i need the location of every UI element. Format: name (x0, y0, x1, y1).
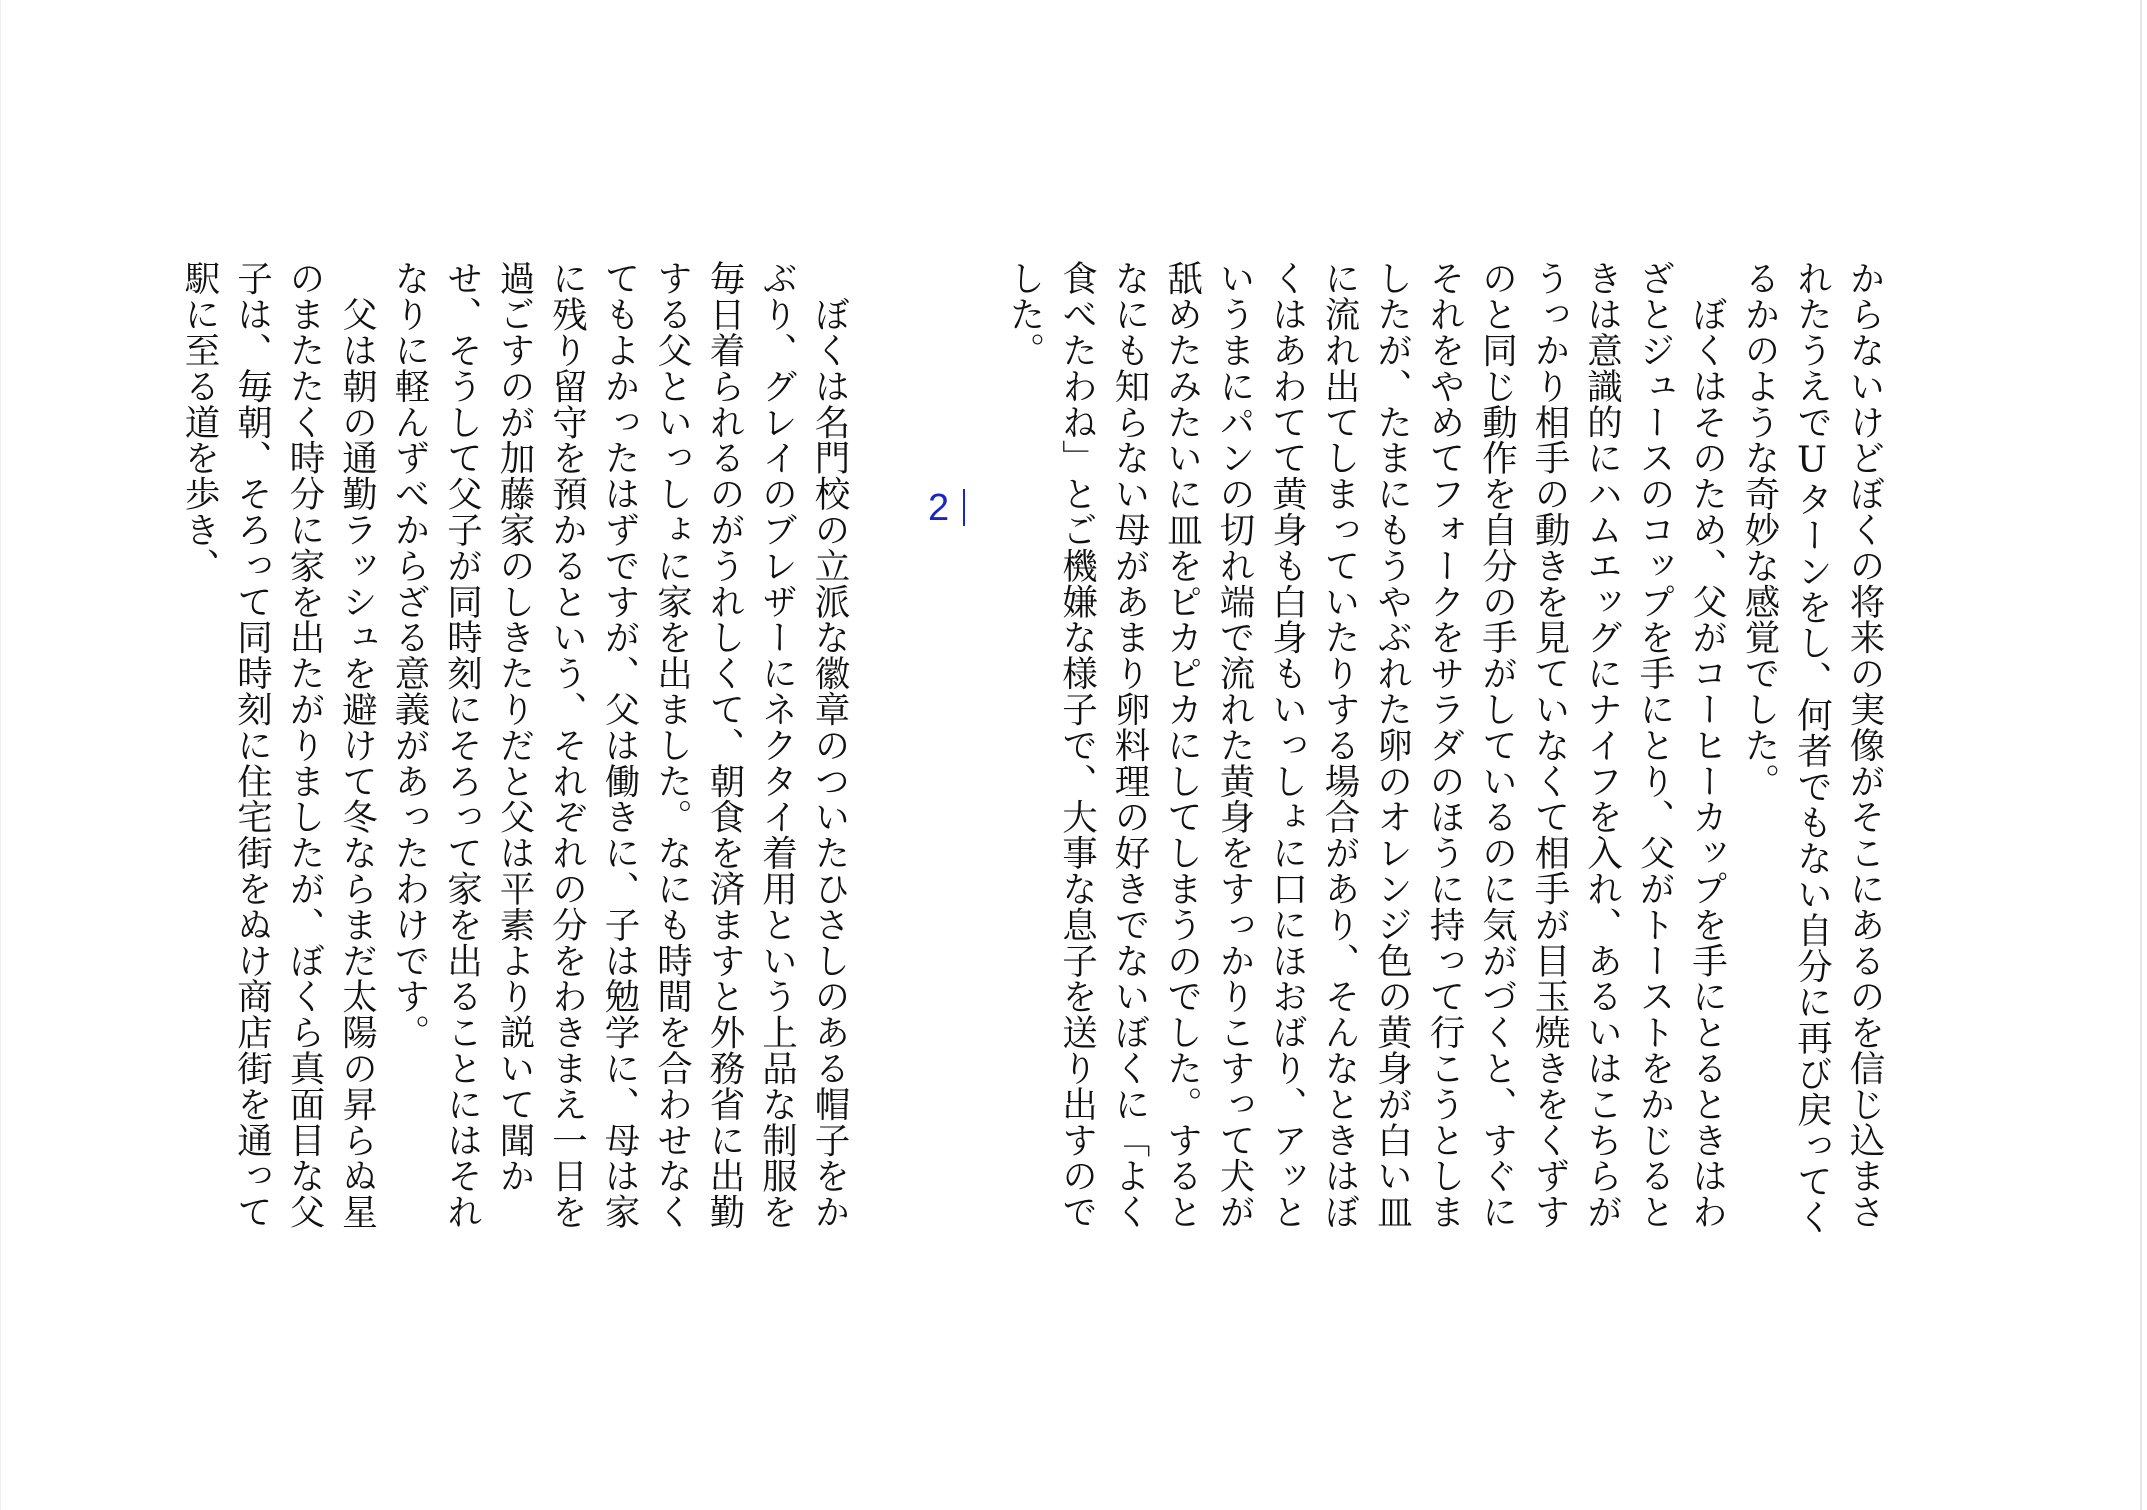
left-page-text (173, 260, 856, 1240)
paragraph: からないけどぼくの将来の実像がそこにあるのを信じ込まされたうえでUターンをし、何者でもない自分に再び戻ってくるかのような奇妙な感覚でした。 (1739, 260, 1885, 1235)
viewer-left-edge (0, 0, 1, 1510)
paragraph: ぼくは名門校の立派な徽章のついたひさしのある帽子をかぶり、グレイのブレザーにネクタイ着用という上品な制服を毎日着られるのがうれしくて、朝食を済ますと外務省に出勤する父といっしょに家を出ました。なにも時間を合わせなくてもよかったはずですが、父は働きに、子は勉学に、母は家に残り留守を預かるという、それぞれの分をわきまえ一日を過ごすのが加藤家のしきたりだと父は平素より説いて聞かせ、そうして父子が同時刻にそろって家を出ることにはそれなりに軽んずべからざる意義があったわけです。 (389, 260, 850, 1230)
text-cursor (963, 489, 965, 526)
viewer-right-edge (2140, 0, 2142, 1510)
page-number-indicator[interactable]: 2 (928, 487, 950, 529)
paragraph: ぼくはそのため、父がコーヒーカップを手にとるときはわざとジュースのコップを手にとり、父がトーストをかじるときは意識的にハムエッグにナイフを入れ、あるいはこちらがうっかり相手の動きを見ていなくて相手が目玉焼きをくずすのと同じ動作を自分の手がしているのに気がづくと、すぐにそれをやめてフォークをサラダのほうに持って行こうとしましたが、たまにもうやぶれた卵のオレンジ色の黄身が白い皿に流れ出てしまっていたりする場合があり、そんなときはぼくはあわてて黄身も白身もいっしょに口にほおばり、アッというまにパンの切れ端で流れた黄身をすっかりこすって犬が舐めたみたいに皿をピカピカにしてしまうのでした。するとなにも知らない母があまり卵料理の好きでないぼくに「よく食べたわね」とご機嫌な様子で、大事な息子を送り出すのでした。 (1004, 260, 1728, 1230)
right-page (1004, 260, 1890, 1240)
right-page-text (998, 260, 1891, 1240)
paragraph: 父は朝の通勤ラッシュを避けて冬ならまだ太陽の昇らぬ星のまたたく時分に家を出たがりましたが、ぼくら真面目な父子は、毎朝、そろって同時刻に住宅街をぬけ商店街を通って駅に至る道を歩き、 (179, 260, 378, 1230)
left-page (179, 260, 855, 1240)
